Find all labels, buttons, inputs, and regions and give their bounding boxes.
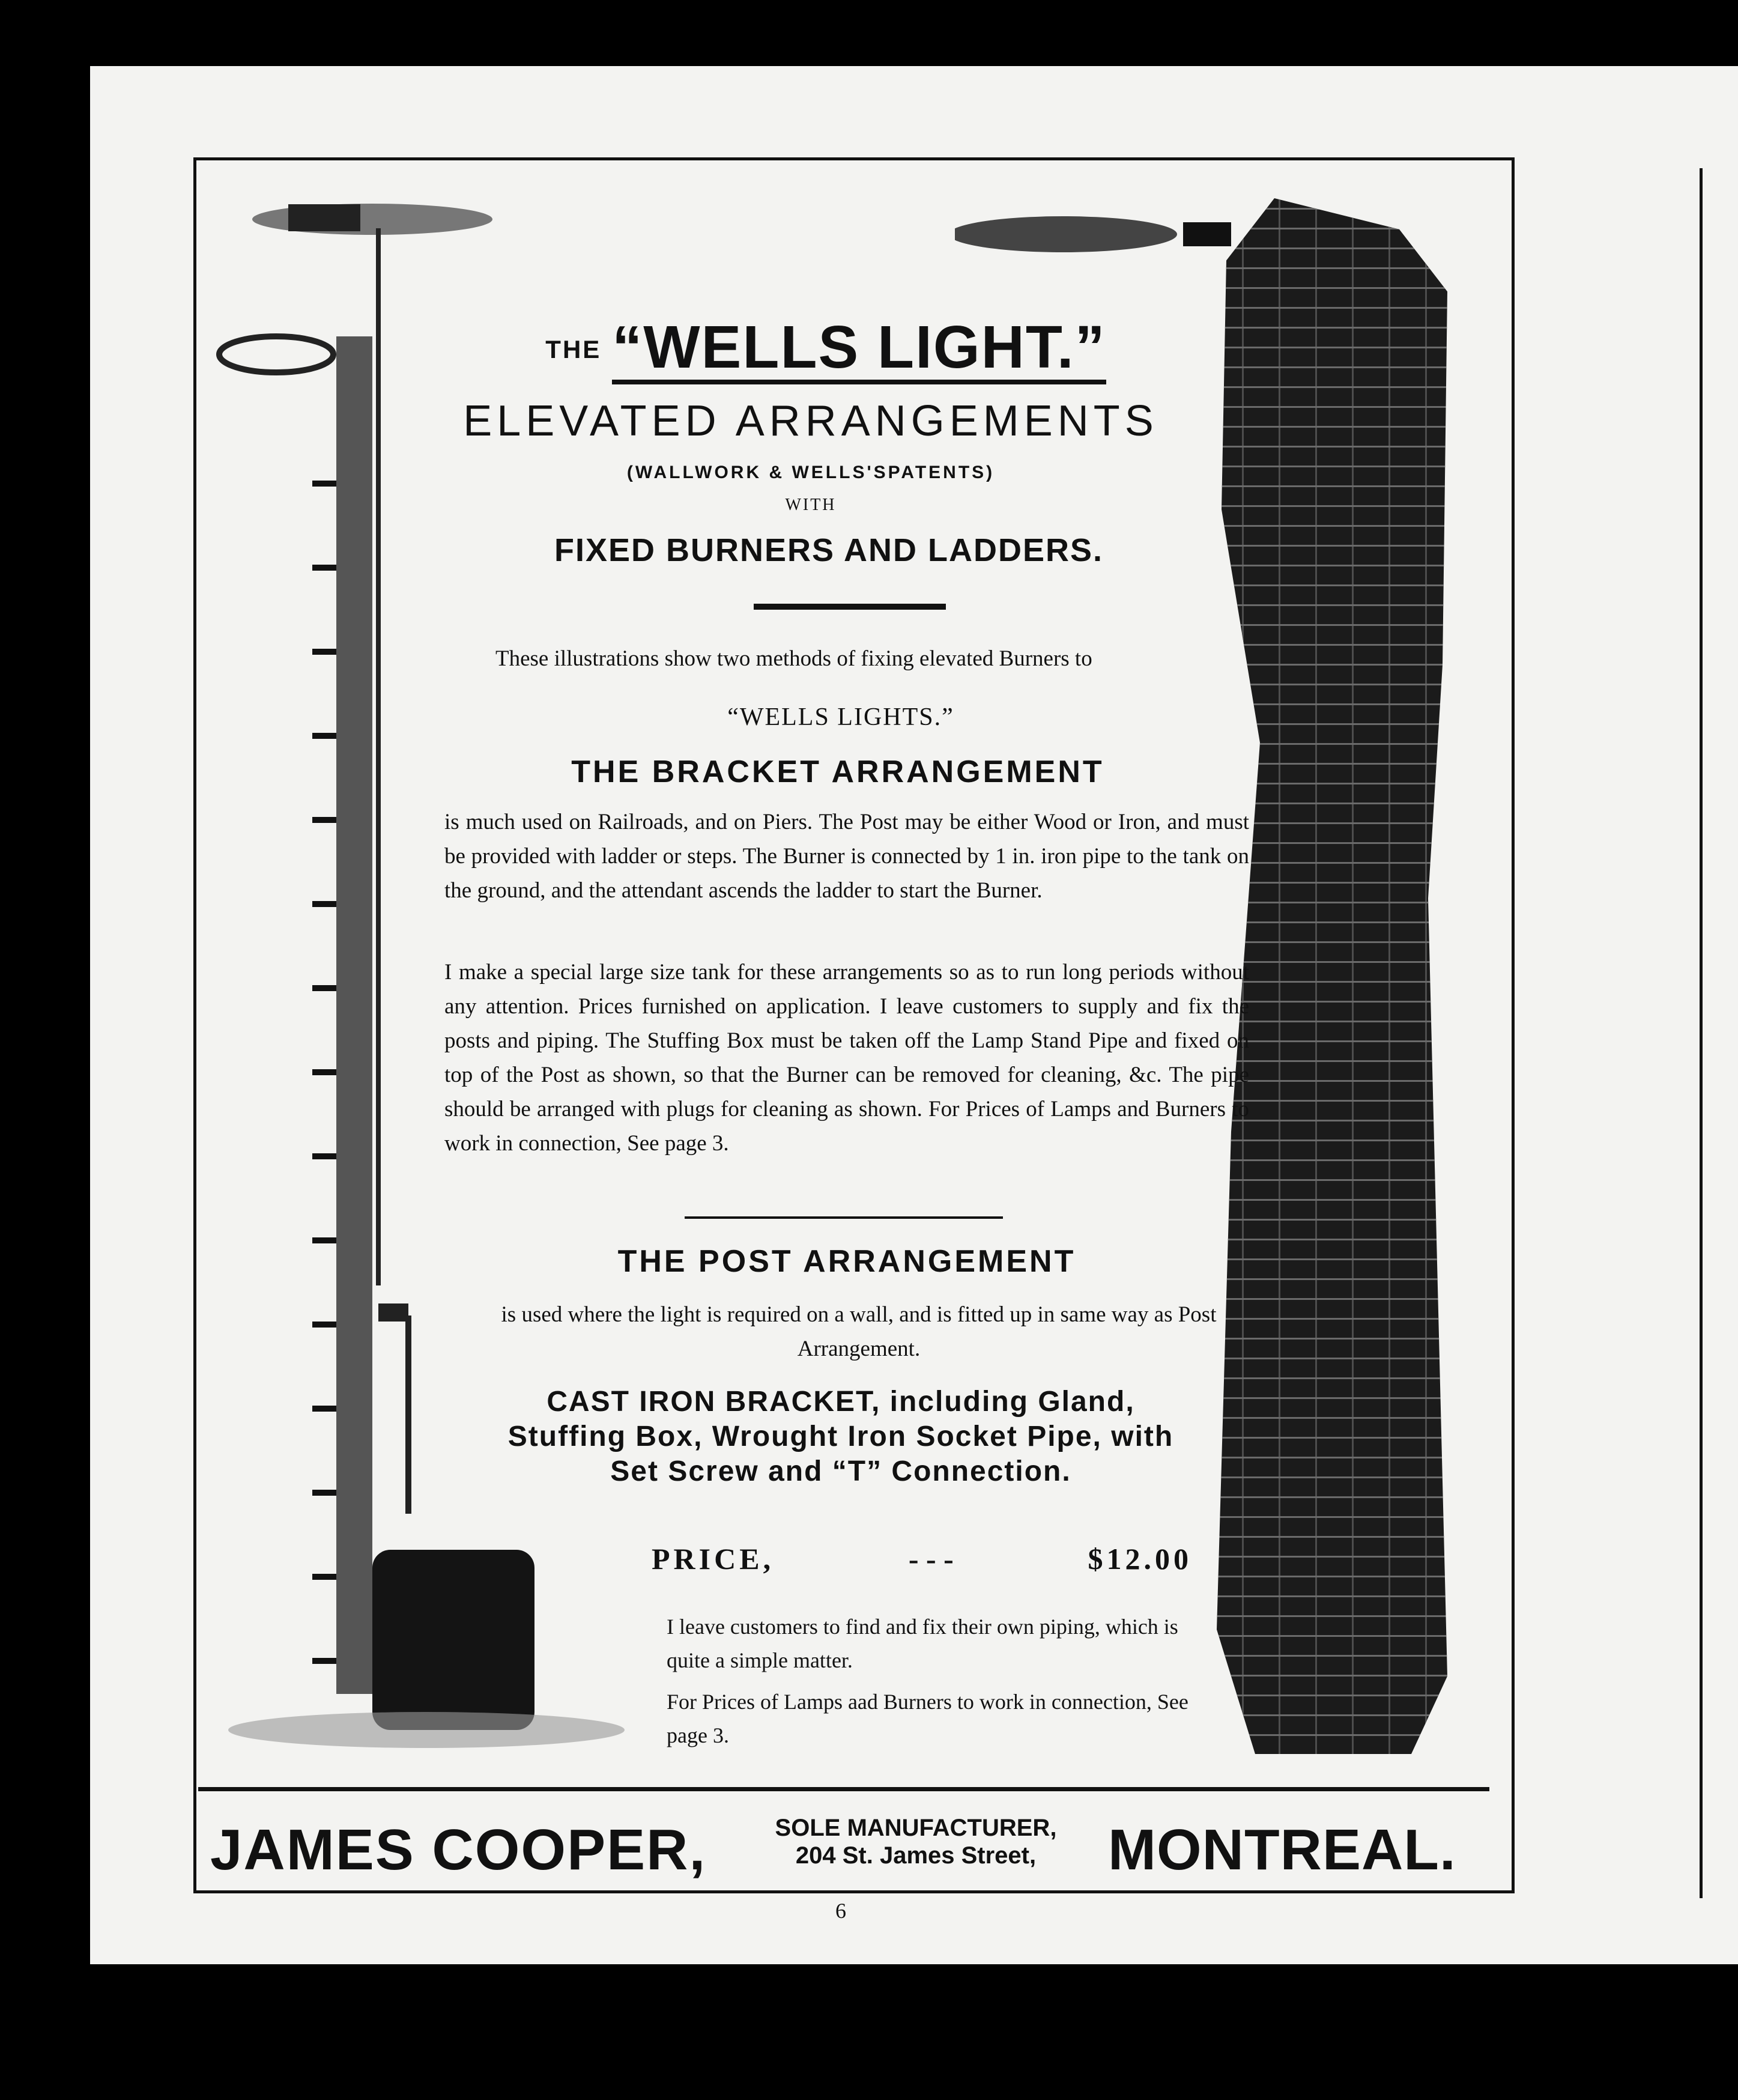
piping-note: I leave customers to find and fix their own piping, which is quite a simple matter.	[667, 1615, 1178, 1672]
ladder-rungs	[312, 481, 336, 1664]
divider-mid	[685, 1216, 1003, 1219]
fixed-burners-heading: FIXED BURNERS AND LADDERS.	[554, 532, 1104, 568]
title	[510, 294, 1141, 384]
title-main: “WELLS LIGHT.”	[612, 317, 1106, 384]
adjacent-page-edge	[1700, 168, 1738, 1898]
footer-company-name: JAMES COOPER,	[210, 1818, 707, 1882]
patents-line: (WALLWORK & WELLS'SPATENTS)	[626, 463, 995, 482]
title-prefix: THE	[545, 335, 602, 363]
hoop-ring	[219, 336, 333, 372]
post	[336, 336, 372, 1694]
tank	[372, 1550, 534, 1730]
price-dashes: - - -	[908, 1542, 954, 1576]
price-value: $12.00	[1088, 1542, 1192, 1576]
intro-text: These illustrations show two methods of fixing elevated Burners to	[495, 646, 1092, 671]
footer-role: SOLE MANUFACTURER,	[775, 1815, 1057, 1841]
burner-right	[1183, 222, 1231, 246]
bracket-heading: THE BRACKET ARRANGEMENT	[571, 754, 1104, 789]
flame-right	[955, 216, 1177, 252]
price-label: PRICE,	[652, 1542, 775, 1576]
wells-lights-quote: “WELLS LIGHTS.”	[727, 703, 954, 731]
pipe-fitting	[378, 1303, 408, 1322]
scan-border	[0, 1964, 1738, 2100]
footer-city: MONTREAL.	[1108, 1818, 1456, 1882]
ground-shadow	[228, 1712, 625, 1748]
page-number: 6	[835, 1899, 846, 1923]
subtitle: ELEVATED ARRANGEMENTS	[463, 397, 1158, 445]
price-row	[652, 1538, 1192, 1580]
footer-address-block	[736, 1814, 1096, 1869]
bracket-paragraph-1: is much used on Railroads, and on Piers. The Post may be either Wood or Iron, and must be provided with ladder or steps. The Burner is connected by 1 in. iron pipe to the tank on the ground, and the attendant ascends the ladder to start the Burner.	[444, 810, 1249, 903]
footer-address: 204 St. James Street,	[795, 1842, 1037, 1869]
wall-burner-illustration	[955, 198, 1231, 270]
divider-short	[754, 604, 946, 610]
prices-note: For Prices of Lamps aad Burners to work in connection, See page 3.	[667, 1690, 1188, 1747]
with-line: WITH	[785, 496, 837, 514]
footer-rule	[198, 1787, 1489, 1791]
burner-left	[288, 204, 360, 231]
post-heading: THE POST ARRANGEMENT	[617, 1244, 1076, 1279]
cast-iron-bracket-description: CAST IRON BRACKET, including Gland, Stuffing Box, Wrought Iron Socket Pipe, with Set Screw and “T” Connection.	[507, 1386, 1174, 1487]
post-paragraph: is used where the light is required on a wall, and is fitted up in same way as Post Arrangement.	[501, 1302, 1217, 1361]
bracket-paragraph-2: I make a special large size tank for these arrangements so as to run long periods without any attention. Prices furnished on application. I leave customers to supply and fix the posts and piping. The Stuffing Box must be taken off the Lamp Stand Pipe and fixed on top of the Post as shown, so that the Burner can be removed for cleaning, &c. The pipe should be arranged with plugs for cleaning as shown. For Prices of Lamps and Burners to work in connection, See page 3.	[444, 960, 1249, 1156]
